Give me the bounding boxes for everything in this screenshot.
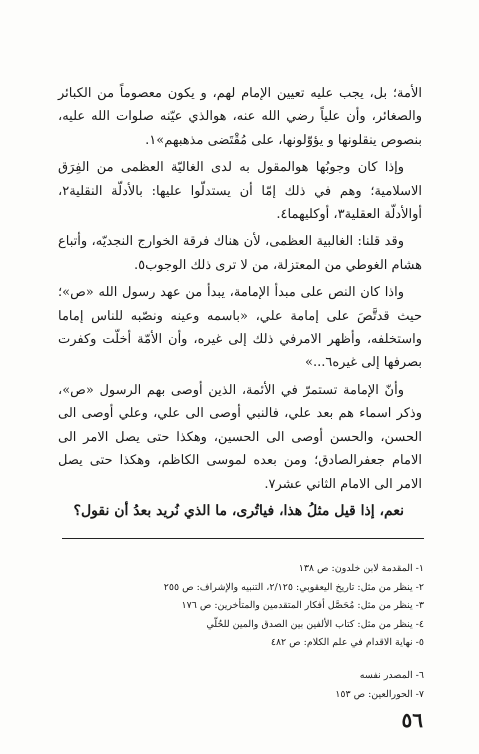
- footnote: ٢- ينظر من مثل: تاريخ اليعقوبي: ٢/١٢٥، التنبيه والإشراف: ص ٢٥٥: [163, 581, 424, 593]
- paragraph: وأنّ الإمامة تستمرّ في الأئمة، الذين أوصى بهم الرسول «ص»، وذكر اسماء هم بعد علي، فالنبي أوصى الى علي، وعلي أوصى الى الحسن، والحسن أوصى الى الحسين، وهكذا حتى يصل الامر الى الامام جعفرالصادق؛ ومن بعده لموسى الكاظم، وهكذا حتى يصل الامر الى الامام الثاني عشر٧.: [58, 382, 422, 492]
- footnote: ٤- ينظر من مثل: كتاب الألفين بين الصدق والمين للحُلّي: [206, 618, 424, 630]
- footnote: ٣- ينظر من مثل: مُحَصَّل أفكار المتقدمين والمتأخرين: ص ١٧٦: [181, 600, 424, 612]
- footnote: ١- المقدمة لابن خلدون: ص ١٣٨: [298, 563, 424, 574]
- footnote: ٧- الحورالعين: ص ١٥٣: [335, 688, 424, 700]
- footnote: ٥- نهاية الاقدام في علم الكلام: ص ٤٨٢: [270, 637, 424, 649]
- paragraph-question: نعم، إذا قيل مثلُ هذا، فياتُرى، ما الذي نُريد بعدُ أن نقول؟: [73, 502, 404, 519]
- footnote-divider: [62, 538, 424, 539]
- footnotes: [62, 560, 424, 704]
- page-number: ٥٦: [401, 708, 423, 732]
- footnote: ٦- المصدر نفسه: [359, 669, 424, 681]
- paragraph: واذا كان النص على مبدأ الإمامة، يبدأ من عهد رسول الله «ص»؛ حيث قدتَّصَ على إمامة علي، «باسمه وعينه ونصّبه للناس إماما واستخلفه، وأظهر الامرفي ذلك إلى غيره، وأن الأمّة أخلّت وكفرت بصرفها إلى غيره٦...»: [58, 285, 422, 371]
- paragraph: وإذا كان وجوبُها هوالمقول به لدى الغاليّة العظمى من الفِرَق الاسلامية؛ وهم في ذلك إمّا أن يستدلّوا عليها: بالأدلّة النقلية٢، أوالأدلّة العقلية٣، أوكليهما٤.: [58, 160, 422, 223]
- paragraph: وقد قلنا: الغالبية العظمى، لأن هناك فرقة الخوارج النجديّه، وأتباع هشام الغوطي من المعتزلة، من لا ترى ذلك الوجوب٥.: [58, 234, 422, 273]
- paragraph: الأمة؛ بل، يجب عليه تعيين الإمام لهم، و يكون معصوماً من الكبائر والصغائر، وأن علياً رضي الله عنه، هوالذي عيّنه صلوات الله عليه، بنصوص ينقلونها و يؤوّلونها، على مُقْتَضى مذهبهم»١.: [58, 86, 422, 148]
- main-text: [58, 82, 422, 527]
